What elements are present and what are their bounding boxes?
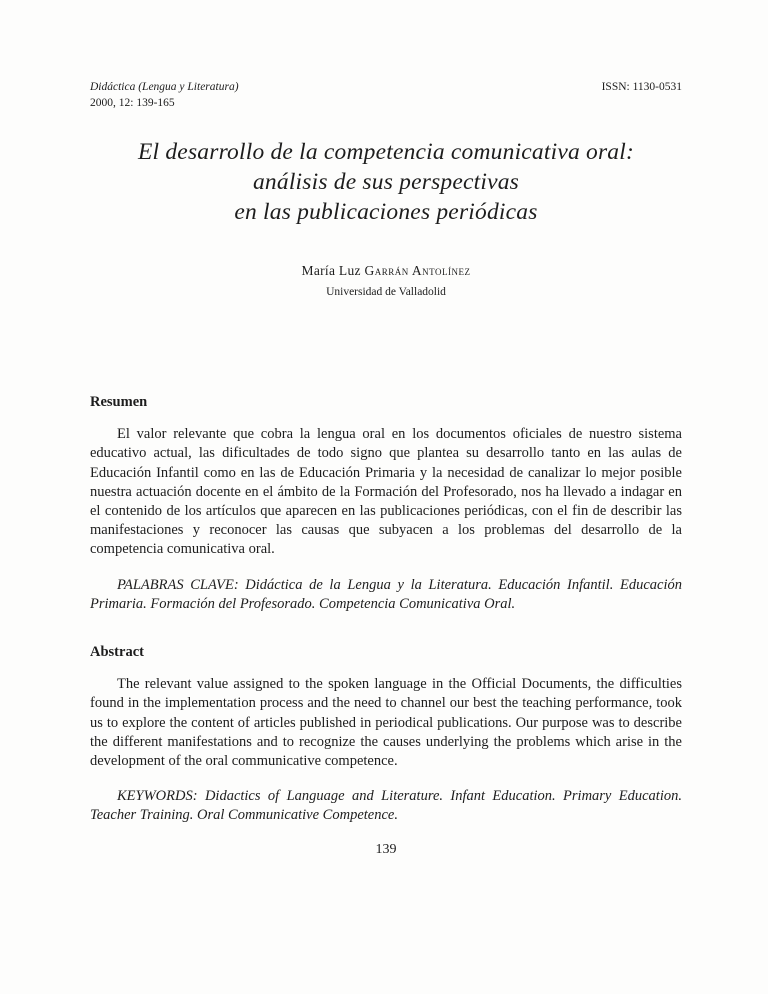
- author-block: [90, 263, 682, 298]
- abstract-heading: Abstract: [90, 644, 144, 661]
- author-affiliation: Universidad de Valladolid: [326, 286, 446, 299]
- author-surname: Garrán Antolínez: [364, 263, 471, 279]
- article-title: [90, 137, 682, 227]
- article-title-line-1: El desarrollo de la competencia comunicativa oral:: [138, 139, 634, 166]
- article-title-line-2: análisis de sus perspectivas: [252, 169, 520, 196]
- author-name: [90, 263, 682, 279]
- page-number: 139: [375, 841, 397, 857]
- journal-name: Didáctica (Lengua y Literatura): [90, 81, 239, 93]
- issn-label: ISSN: 1130-0531: [601, 81, 682, 93]
- resumen-paragraph: El valor relevante que cobra la lengua oral en los documentos oficiales de nuestro sistema educativo actual, las dificultades de todo signo que plantea su desarrollo tanto en las aulas de Educación Infantil como en las de Educación Primaria y la necesidad de canalizar lo mejor posible nuestra actuación docente en el ámbito de la Formación del Profesorado, nos ha llevado a indagar en el contenido de los artículos que aparecen en las publicaciones periódicas, con el fin de describir las manifestaciones y reconocer las causas que subyacen a los problemas del desarrollo de la competencia comunicativa oral.: [90, 426, 682, 558]
- abstract-paragraph: The relevant value assigned to the spoken language in the Official Documents, the difficulties found in the implementation process and the need to channel our best the teaching performance, took us to explore the content of articles published in periodical publications. Our purpose was to describe the different manifestations and to recognize the causes underlying the problems which arise in the development of the oral communicative competence.: [90, 676, 682, 769]
- author-given-name: María Luz: [301, 263, 365, 279]
- page-header: [90, 80, 682, 111]
- article-title-line-3: en las publicaciones periódicas: [234, 199, 538, 226]
- journal-info: [90, 80, 239, 111]
- palabras-clave-paragraph: PALABRAS CLAVE: Didáctica de la Lengua y la Literatura. Educación Infantil. Educación Primaria. Formación del Profesorado. Competencia Comunicativa Oral.: [90, 576, 682, 612]
- journal-volume: 2000, 12: 139-165: [90, 96, 175, 109]
- resumen-heading: Resumen: [90, 394, 148, 411]
- keywords-paragraph: KEYWORDS: Didactics of Language and Literature. Infant Education. Primary Education. Teacher Training. Oral Communicative Competence.: [90, 788, 682, 824]
